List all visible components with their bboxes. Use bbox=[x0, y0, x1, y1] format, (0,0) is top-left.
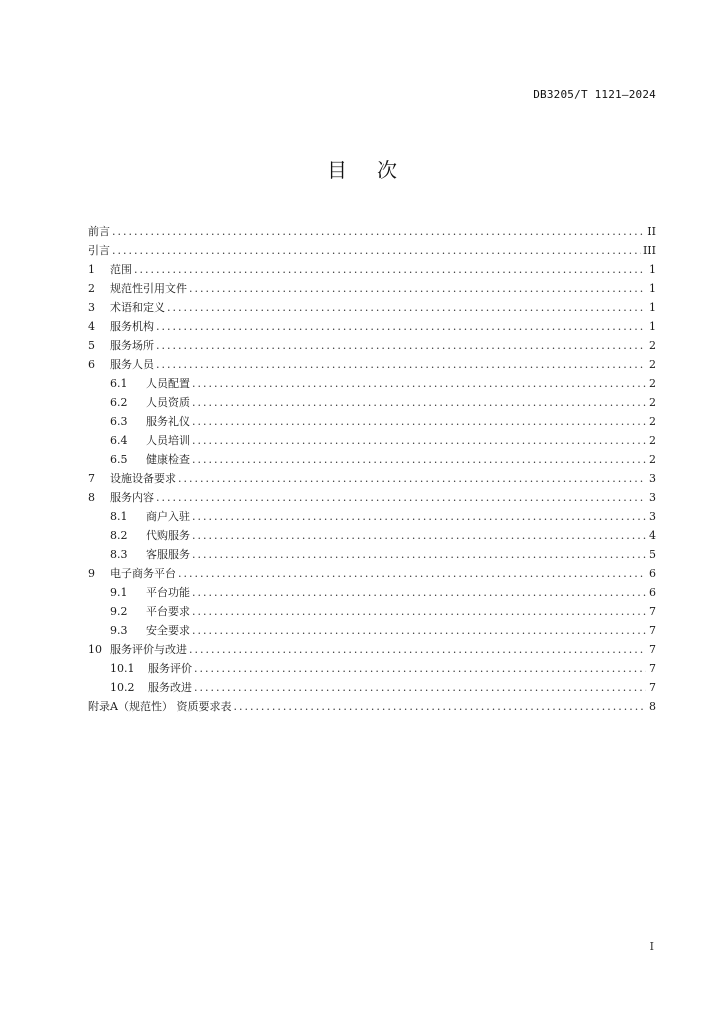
toc-entry-title: 人员配置 bbox=[146, 377, 190, 390]
toc-entry-number: 9.3 bbox=[110, 624, 128, 637]
toc-entry[interactable] bbox=[88, 545, 656, 564]
toc-entry-number: 4 bbox=[88, 320, 95, 333]
toc-entry-page: 2 bbox=[649, 339, 656, 352]
toc-entry-title: 服务内容 bbox=[110, 491, 154, 504]
toc-entry[interactable] bbox=[88, 431, 656, 450]
toc-entry[interactable] bbox=[88, 583, 656, 602]
toc-leader-dots bbox=[233, 697, 646, 716]
toc-entry-title: 服务礼仪 bbox=[146, 415, 190, 428]
toc-entry-title: 平台要求 bbox=[146, 605, 190, 618]
table-of-contents bbox=[88, 222, 656, 716]
toc-entry[interactable] bbox=[88, 393, 656, 412]
toc-entry-number: 7 bbox=[88, 472, 95, 485]
toc-leader-dots bbox=[192, 412, 646, 431]
page-title: 目次 bbox=[327, 158, 427, 182]
toc-entry-page: 7 bbox=[649, 681, 656, 694]
toc-entry-title: 规范性引用文件 bbox=[110, 282, 187, 295]
page-number: I bbox=[649, 940, 654, 953]
toc-leader-dots bbox=[192, 450, 646, 469]
toc-entry-number: 8.3 bbox=[110, 548, 128, 561]
toc-leader-dots bbox=[178, 564, 646, 583]
toc-entry-number: 6.1 bbox=[110, 377, 128, 390]
toc-leader-dots bbox=[192, 393, 646, 412]
toc-leader-dots bbox=[156, 355, 646, 374]
toc-entry-page: 3 bbox=[649, 472, 656, 485]
toc-entry-page: 1 bbox=[649, 263, 656, 276]
toc-entry-title: 服务人员 bbox=[110, 358, 154, 371]
toc-entry[interactable] bbox=[88, 336, 656, 355]
toc-entry-title: 设施设备要求 bbox=[110, 472, 176, 485]
toc-leader-dots bbox=[112, 241, 641, 260]
toc-entry-number: 10.1 bbox=[110, 662, 135, 675]
toc-entry-title: 前言 bbox=[88, 225, 110, 238]
toc-entry[interactable] bbox=[88, 507, 656, 526]
toc-entry[interactable] bbox=[88, 602, 656, 621]
toc-entry[interactable] bbox=[88, 659, 656, 678]
toc-entry-page: 7 bbox=[649, 662, 656, 675]
toc-entry-page: 2 bbox=[649, 453, 656, 466]
toc-leader-dots bbox=[192, 507, 646, 526]
toc-entry[interactable] bbox=[88, 279, 656, 298]
toc-entry-page: 6 bbox=[649, 586, 656, 599]
toc-leader-dots bbox=[192, 526, 646, 545]
toc-entry-page: 2 bbox=[649, 415, 656, 428]
toc-entry[interactable] bbox=[88, 697, 656, 716]
toc-leader-dots bbox=[192, 602, 646, 621]
toc-entry[interactable] bbox=[88, 564, 656, 583]
toc-entry-page: 8 bbox=[649, 700, 656, 713]
toc-entry-number: 6.2 bbox=[110, 396, 128, 409]
toc-entry-title: 电子商务平台 bbox=[110, 567, 176, 580]
toc-entry[interactable] bbox=[88, 374, 656, 393]
toc-entry-page: 3 bbox=[649, 491, 656, 504]
toc-entry-title: 服务机构 bbox=[110, 320, 154, 333]
toc-entry-number: 1 bbox=[88, 263, 95, 276]
toc-entry-page: 2 bbox=[649, 396, 656, 409]
toc-entry[interactable] bbox=[88, 412, 656, 431]
toc-entry-title: 安全要求 bbox=[146, 624, 190, 637]
toc-leader-dots bbox=[192, 545, 646, 564]
toc-entry-title: 引言 bbox=[88, 244, 110, 257]
toc-entry-number: 10.2 bbox=[110, 681, 135, 694]
toc-entry-page: 2 bbox=[649, 434, 656, 447]
toc-entry[interactable] bbox=[88, 355, 656, 374]
toc-entry-number: 10 bbox=[88, 643, 102, 656]
toc-entry-page: 6 bbox=[649, 567, 656, 580]
toc-entry[interactable] bbox=[88, 241, 656, 260]
toc-entry-title: 人员培训 bbox=[146, 434, 190, 447]
toc-leader-dots bbox=[192, 583, 646, 602]
toc-leader-dots bbox=[192, 374, 646, 393]
toc-entry-page: II bbox=[647, 225, 656, 238]
toc-entry-number: 3 bbox=[88, 301, 95, 314]
toc-entry-title: 范围 bbox=[110, 263, 132, 276]
toc-entry-title: 附录A（规范性） 资质要求表 bbox=[88, 700, 232, 713]
toc-entry-number: 6.4 bbox=[110, 434, 128, 447]
toc-entry-title: 服务评价 bbox=[148, 662, 192, 675]
toc-entry-number: 8.2 bbox=[110, 529, 128, 542]
toc-leader-dots bbox=[167, 298, 646, 317]
toc-entry[interactable] bbox=[88, 621, 656, 640]
toc-entry[interactable] bbox=[88, 526, 656, 545]
toc-entry-page: 1 bbox=[649, 301, 656, 314]
toc-leader-dots bbox=[134, 260, 646, 279]
toc-entry-title: 代购服务 bbox=[146, 529, 190, 542]
toc-leader-dots bbox=[194, 678, 646, 697]
toc-entry[interactable] bbox=[88, 450, 656, 469]
toc-entry[interactable] bbox=[88, 640, 656, 659]
toc-leader-dots bbox=[192, 431, 646, 450]
toc-entry-number: 5 bbox=[88, 339, 95, 352]
toc-entry-number: 9 bbox=[88, 567, 95, 580]
toc-entry[interactable] bbox=[88, 678, 656, 697]
toc-leader-dots bbox=[192, 621, 646, 640]
toc-entry-page: 7 bbox=[649, 643, 656, 656]
toc-entry-number: 6 bbox=[88, 358, 95, 371]
toc-entry-number: 9.1 bbox=[110, 586, 128, 599]
toc-entry-page: 2 bbox=[649, 358, 656, 371]
toc-entry[interactable] bbox=[88, 317, 656, 336]
toc-leader-dots bbox=[189, 279, 646, 298]
toc-entry-title: 服务场所 bbox=[110, 339, 154, 352]
toc-leader-dots bbox=[189, 640, 646, 659]
toc-entry-title: 商户入驻 bbox=[146, 510, 190, 523]
toc-entry[interactable] bbox=[88, 469, 656, 488]
toc-entry-page: 4 bbox=[649, 529, 656, 542]
toc-entry[interactable] bbox=[88, 222, 656, 241]
toc-entry-title: 健康检查 bbox=[146, 453, 190, 466]
toc-entry-title: 服务评价与改进 bbox=[110, 643, 187, 656]
document-code: DB3205/T 1121—2024 bbox=[533, 88, 656, 101]
toc-entry-title: 客服服务 bbox=[146, 548, 190, 561]
toc-entry-page: 7 bbox=[649, 605, 656, 618]
toc-entry-title: 服务改进 bbox=[148, 681, 192, 694]
toc-leader-dots bbox=[194, 659, 646, 678]
toc-entry-number: 8 bbox=[88, 491, 95, 504]
toc-entry-page: 1 bbox=[649, 320, 656, 333]
toc-entry-number: 9.2 bbox=[110, 605, 128, 618]
toc-entry[interactable] bbox=[88, 298, 656, 317]
toc-entry-title: 人员资质 bbox=[146, 396, 190, 409]
toc-entry-title: 术语和定义 bbox=[110, 301, 165, 314]
toc-leader-dots bbox=[112, 222, 645, 241]
toc-entry-title: 平台功能 bbox=[146, 586, 190, 599]
toc-entry-number: 2 bbox=[88, 282, 95, 295]
toc-leader-dots bbox=[156, 488, 646, 507]
toc-entry-number: 6.5 bbox=[110, 453, 128, 466]
toc-entry-page: 5 bbox=[649, 548, 656, 561]
toc-entry-page: 3 bbox=[649, 510, 656, 523]
toc-entry-page: III bbox=[642, 244, 656, 257]
toc-leader-dots bbox=[156, 336, 646, 355]
toc-entry-page: 7 bbox=[649, 624, 656, 637]
toc-entry[interactable] bbox=[88, 488, 656, 507]
toc-entry-page: 1 bbox=[649, 282, 656, 295]
toc-leader-dots bbox=[156, 317, 646, 336]
toc-entry-number: 6.3 bbox=[110, 415, 128, 428]
toc-entry-page: 2 bbox=[649, 377, 656, 390]
toc-entry[interactable] bbox=[88, 260, 656, 279]
toc-leader-dots bbox=[178, 469, 646, 488]
toc-entry-number: 8.1 bbox=[110, 510, 128, 523]
